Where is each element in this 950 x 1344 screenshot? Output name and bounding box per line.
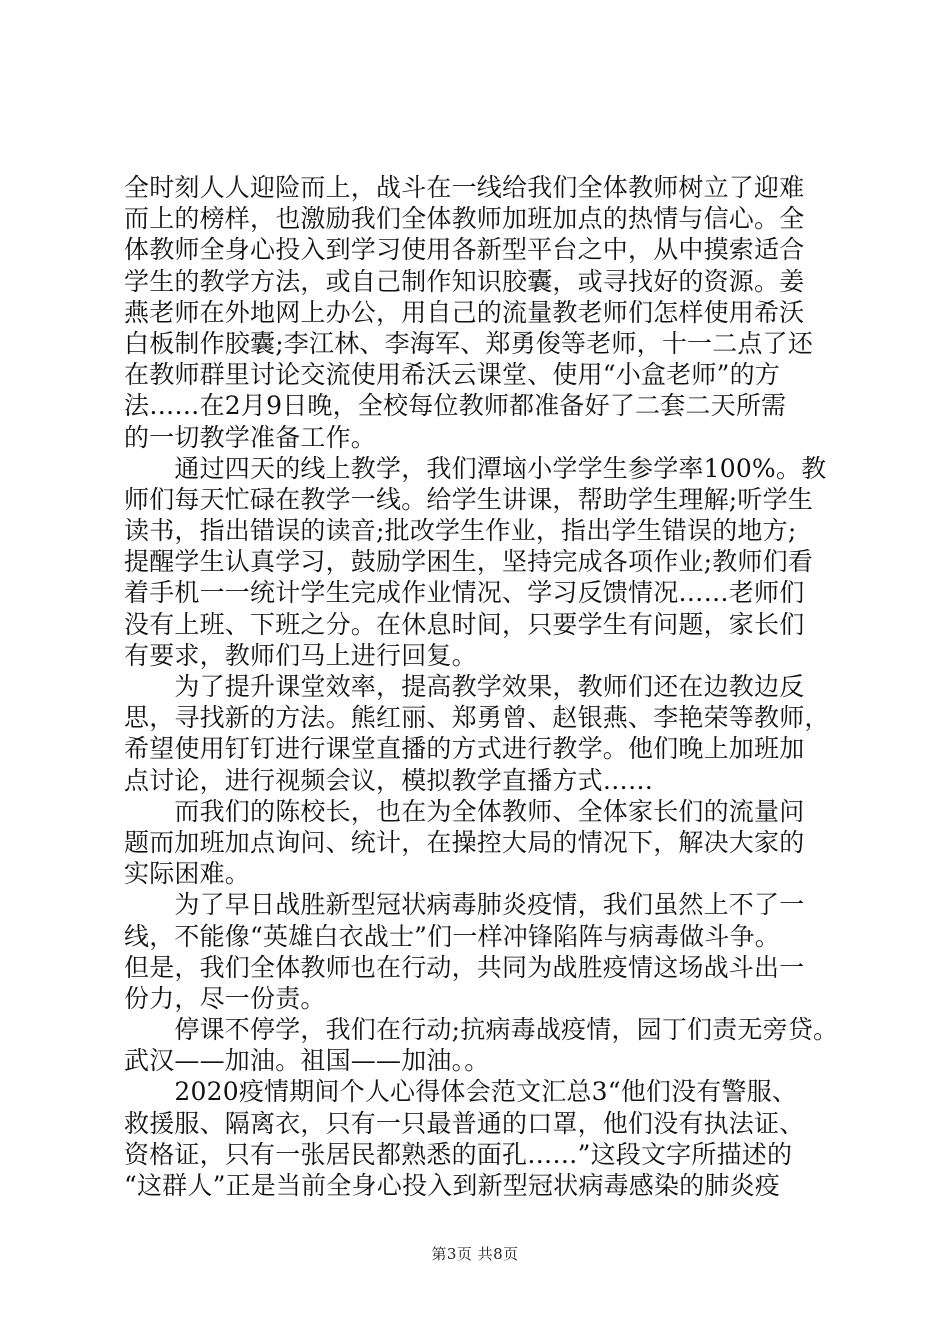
text-line: 武汉——加油。祖国——加油。。 bbox=[124, 1046, 490, 1076]
text-line: 有要求，教师们马上进行回复。 bbox=[124, 640, 477, 670]
text-line: 但是，我们全体教师也在行动，共同为战胜疫情这场战斗出一 bbox=[124, 952, 805, 982]
page-number: 第3页 共8页 bbox=[431, 1245, 519, 1263]
text-line: 而上的榜样，也激励我们全体教师加班加点的热情与信心。全 bbox=[124, 204, 805, 234]
text-line: “这群人”正是当前全身心投入到新型冠状病毒感染的肺炎疫 bbox=[124, 1171, 780, 1200]
text-line: 救援服、隔离衣，只有一只最普通的口罩，他们没有执法证、 bbox=[124, 1108, 805, 1138]
text-line: 停课不停学，我们在行动;抗病毒战疫情，园丁们责无旁贷。 bbox=[124, 1015, 839, 1045]
page-footer bbox=[0, 1243, 950, 1264]
text-line: 通过四天的线上教学，我们潭垴小学学生参学率100%。教 bbox=[124, 453, 827, 483]
document-body bbox=[124, 172, 844, 1201]
text-line: 读书，指出错误的读音;批改学生作业，指出学生错误的地方; bbox=[124, 516, 797, 546]
text-line: 的一切教学准备工作。 bbox=[124, 422, 377, 452]
text-line: 线，不能像“英雄白衣战士”们一样冲锋陷阵与病毒做斗争。 bbox=[124, 921, 780, 951]
text-line: 全时刻人人迎险而上，战斗在一线给我们全体教师树立了迎难 bbox=[124, 173, 805, 202]
text-line: 题而加班加点询问、统计，在操控大局的情况下，解决大家的 bbox=[124, 827, 805, 857]
text-line: 着手机一一统计学生完成作业情况、学习反馈情况……老师们 bbox=[124, 578, 805, 608]
text-line: 白板制作胶囊;李江林、李海军、郑勇俊等老师，十一二点了还 bbox=[124, 328, 814, 358]
text-line: 资格证，只有一张居民都熟悉的面孔……”这段文字所描述的 bbox=[124, 1139, 793, 1169]
text-line: 师们每天忙碌在教学一线。给学生讲课，帮助学生理解;听学生 bbox=[124, 484, 814, 514]
text-line: 希望使用钉钉进行课堂直播的方式进行教学。他们晚上加班加 bbox=[124, 734, 805, 764]
text-line: 法……在2月9日晚，全校每位教师都准备好了二套二天所需 bbox=[124, 391, 787, 421]
text-line: 点讨论，进行视频会议，模拟教学直播方式…… bbox=[124, 765, 654, 795]
text-line: 为了提升课堂效率，提高教学效果，教师们还在边教边反 bbox=[124, 672, 805, 701]
text-line: 体教师全身心投入到学习使用各新型平台之中，从中摸索适合 bbox=[124, 235, 805, 265]
text-line: 提醒学生认真学习，鼓励学困生，坚持完成各项作业;教师们看 bbox=[124, 547, 814, 577]
text-line: 为了早日战胜新型冠状病毒肺炎疫情，我们虽然上不了一 bbox=[124, 890, 805, 920]
text-line: 份力，尽一份责。 bbox=[124, 983, 326, 1013]
text-line: 燕老师在外地网上办公，用自己的流量教老师们怎样使用希沃 bbox=[124, 297, 805, 327]
text-line: 实际困难。 bbox=[124, 859, 251, 889]
text-line: 学生的教学方法，或自己制作知识胶囊，或寻找好的资源。姜 bbox=[124, 266, 805, 296]
text-line: 2020疫情期间个人心得体会范文汇总3“他们没有警服、 bbox=[124, 1077, 798, 1107]
text-line: 而我们的陈校长，也在为全体教师、全体家长们的流量问 bbox=[124, 796, 805, 826]
text-line: 没有上班、下班之分。在休息时间，只要学生有问题，家长们 bbox=[124, 609, 805, 639]
text-line: 在教师群里讨论交流使用希沃云课堂、使用“小盒老师”的方 bbox=[124, 360, 780, 390]
text-line: 思，寻找新的方法。熊红丽、郑勇曾、赵银燕、李艳荣等教师， bbox=[124, 703, 830, 733]
